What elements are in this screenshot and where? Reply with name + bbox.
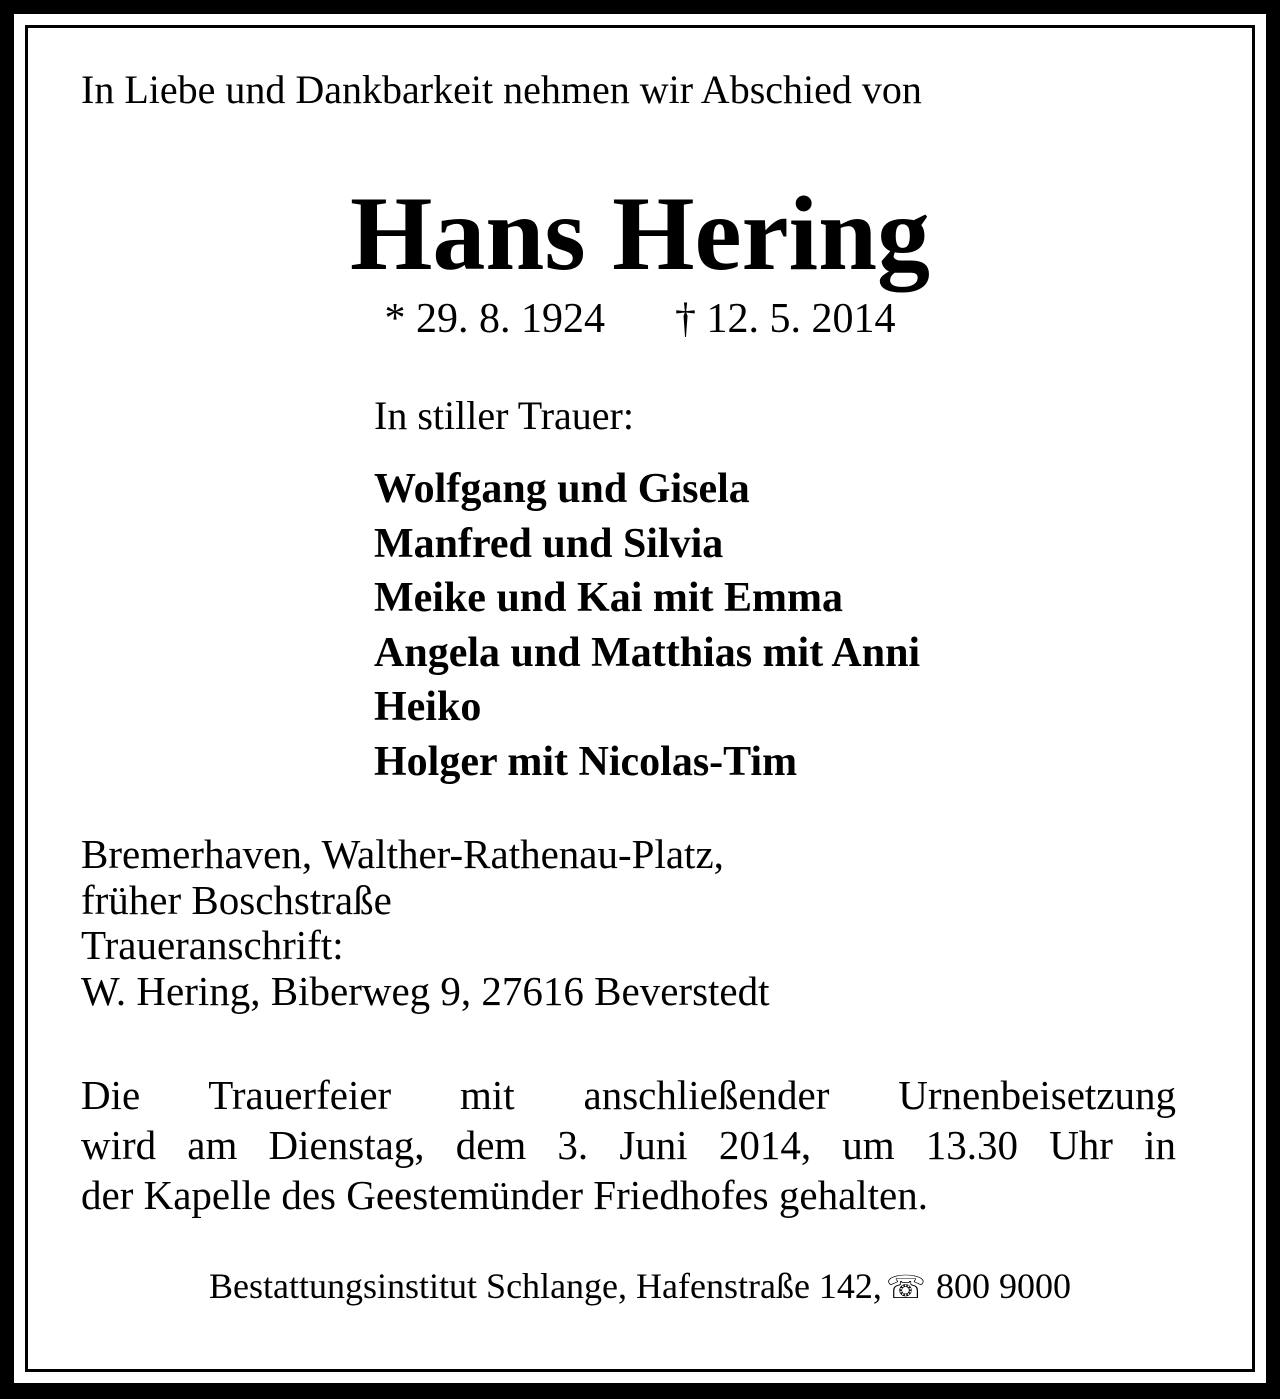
life-dates — [14, 294, 1266, 344]
telephone-icon: ☏ — [885, 1268, 926, 1306]
family-member: Heiko — [374, 684, 482, 730]
address-block — [81, 832, 770, 1014]
family-list — [374, 462, 920, 789]
intro-text: In Liebe und Dankbarkeit nehmen wir Abschied von — [81, 67, 922, 112]
phone-number: 800 9000 — [935, 1266, 1071, 1306]
address-line: früher Boschstraße — [81, 876, 392, 923]
family-member: Angela und Matthias mit Anni — [374, 629, 921, 676]
mourning-label: In stiller Trauer: — [374, 393, 634, 438]
address-line: Bremerhaven, Walther-Rathenau-Platz, — [81, 831, 724, 877]
address-line: Traueranschrift: — [81, 922, 344, 968]
deceased-name: Hans Hering — [349, 175, 931, 292]
family-member: Meike und Kai mit Emma — [374, 575, 843, 621]
death-date: † 12. 5. 2014 — [675, 296, 896, 342]
family-member: Holger mit Nicolas-Tim — [374, 738, 798, 785]
family-member: Manfred und Silvia — [374, 520, 724, 567]
address-line: W. Hering, Biberweg 9, 27616 Beverstedt — [81, 967, 770, 1014]
funeral-home-footer — [14, 1264, 1266, 1309]
birth-date: * 29. 8. 1924 — [384, 296, 605, 342]
ceremony-line: Die Trauerfeier mit anschließender Urnenbeisetzung — [81, 1072, 1176, 1118]
ceremony-info — [81, 1070, 1176, 1220]
notice-content — [14, 14, 1266, 1383]
ceremony-line: wird am Dienstag, dem 3. Juni 2014, um 13.30 Uhr in — [81, 1122, 1176, 1168]
funeral-home-text: Bestattungsinstitut Schlange, Hafenstraße 142, — [209, 1266, 882, 1306]
family-member: Wolfgang und Gisela — [374, 466, 750, 512]
ceremony-line: der Kapelle des Geestemünder Friedhofes gehalten. — [81, 1172, 929, 1218]
notice-page — [14, 14, 1266, 1383]
